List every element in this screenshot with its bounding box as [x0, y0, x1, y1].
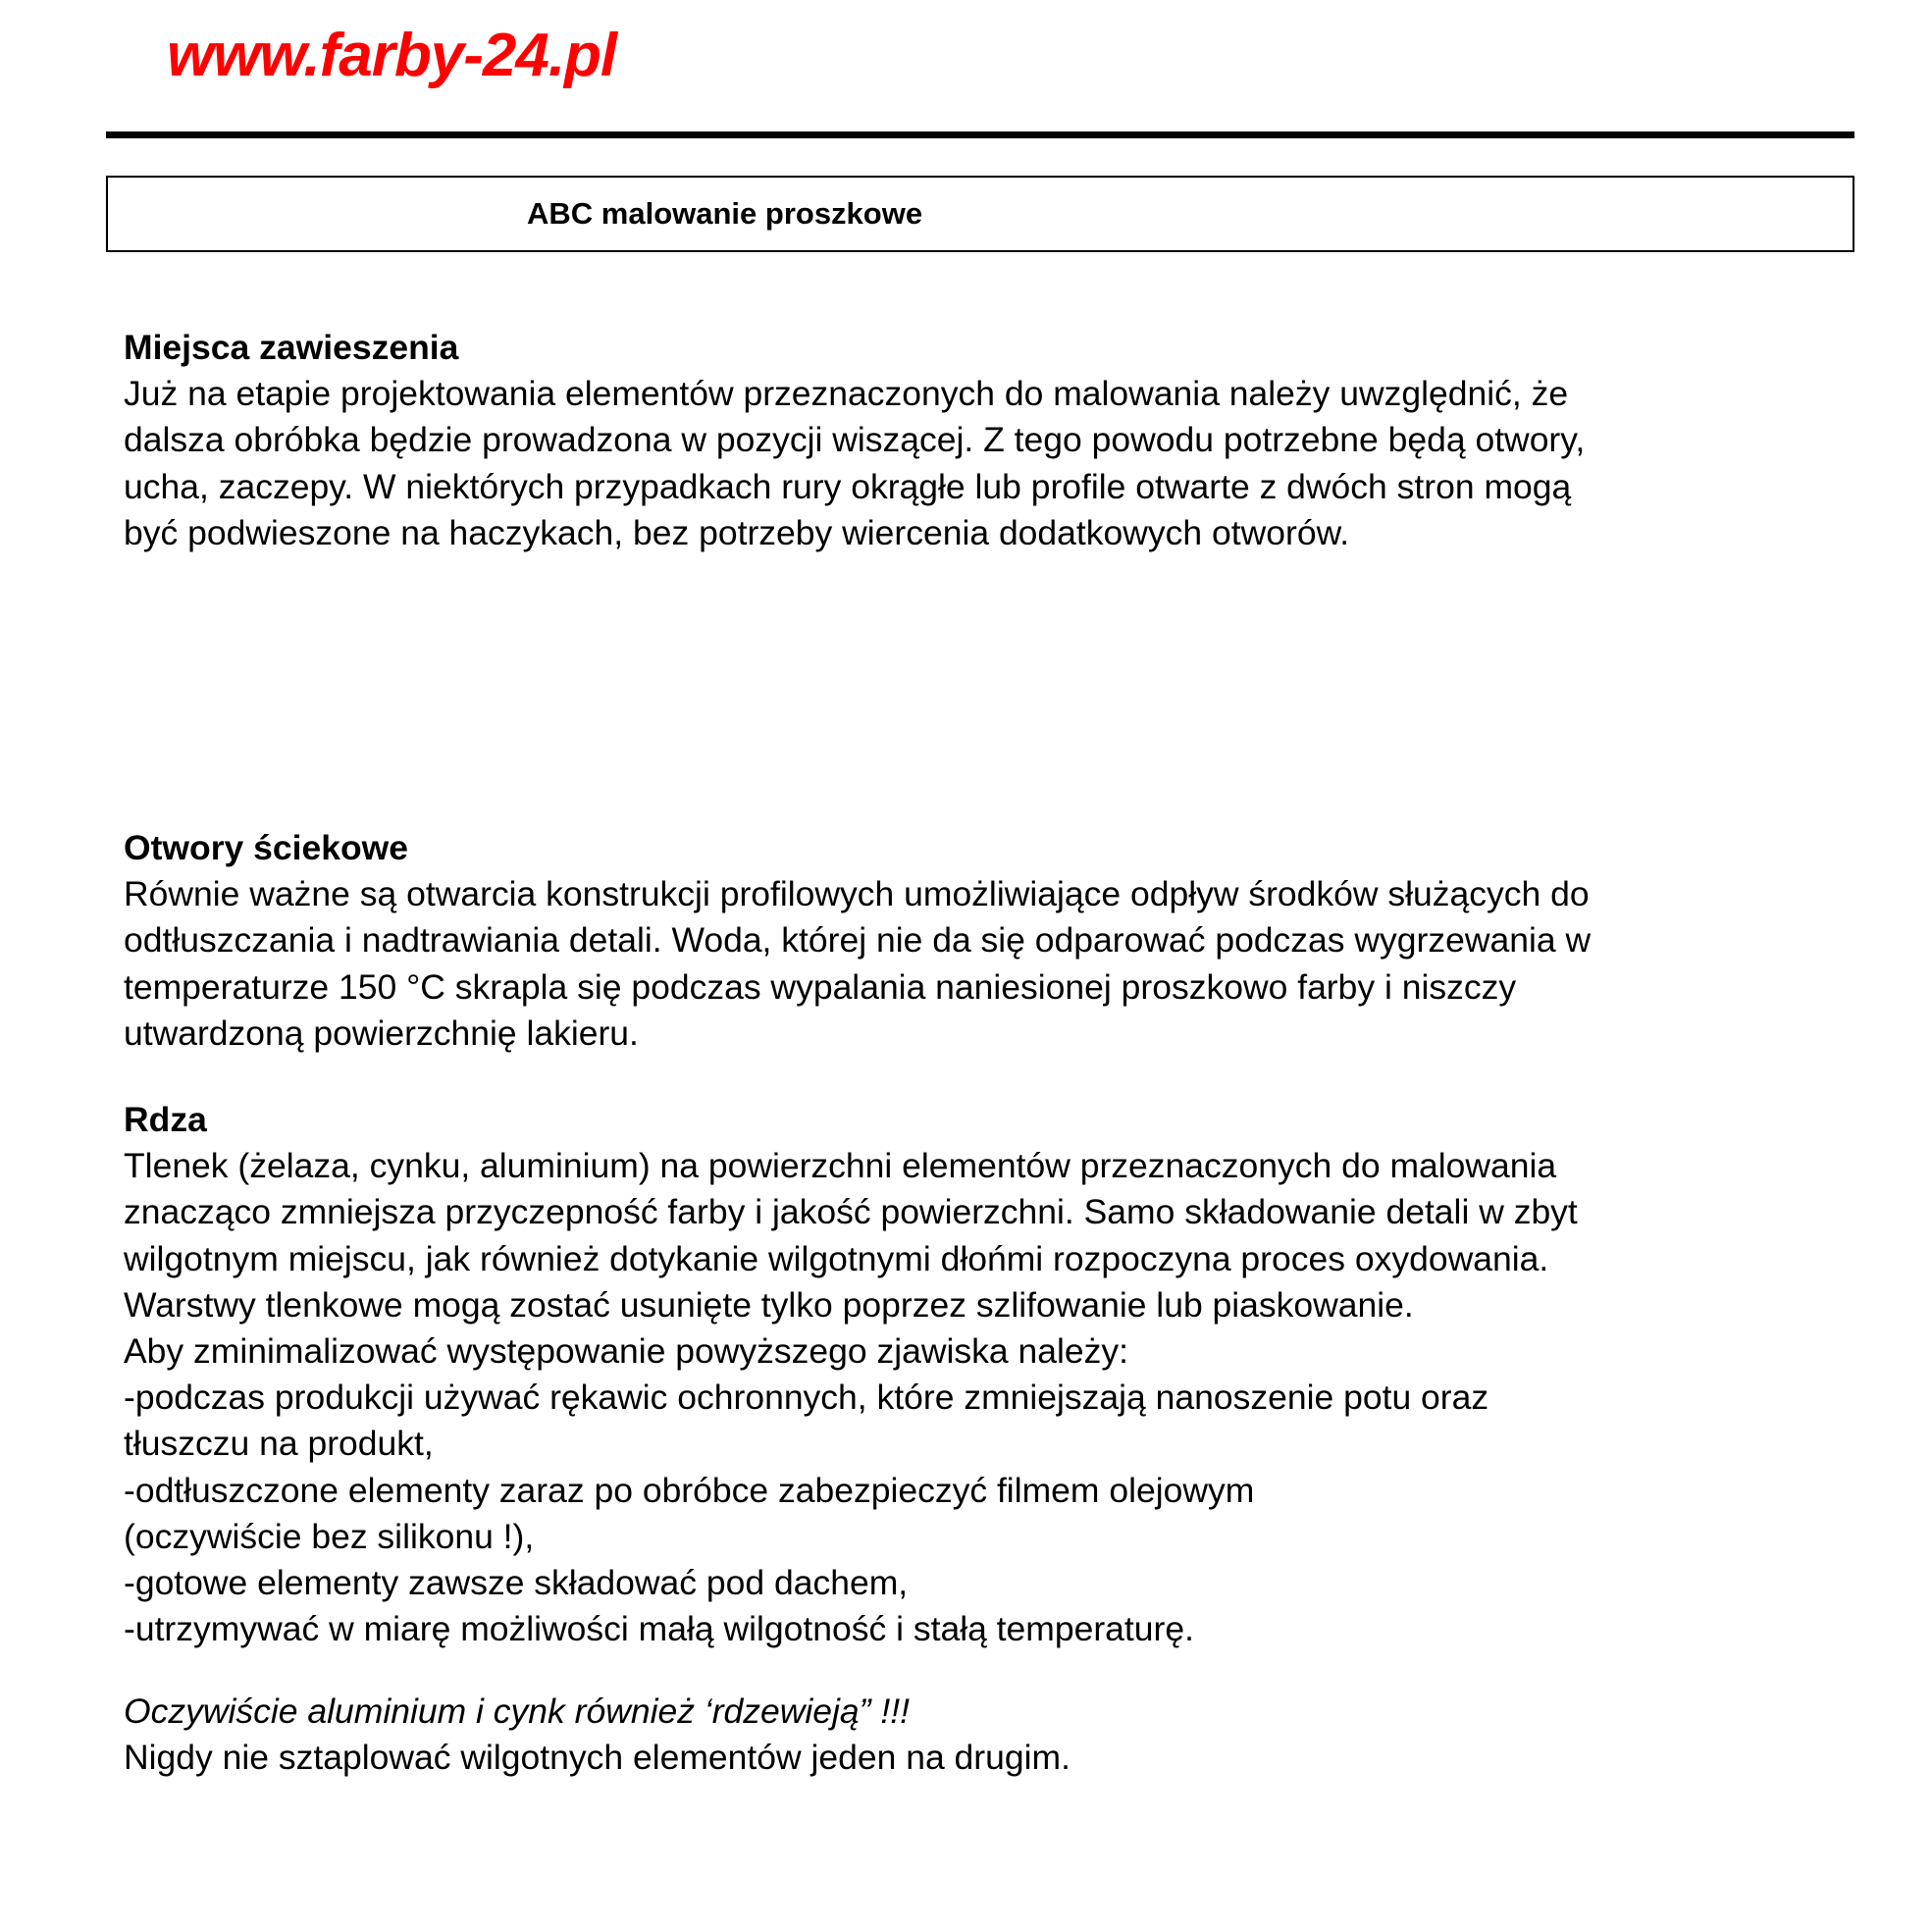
section-miejsca-zawieszenia	[124, 325, 1585, 556]
header-rule	[106, 131, 1854, 138]
section-rdza	[124, 1097, 1578, 1652]
paragraph-line: dalsza obróbka będzie prowadzona w pozycji wiszącej. Z tego powodu potrzebne będą otwory,	[124, 420, 1586, 460]
final-line: Nigdy nie sztaplować wilgotnych elementów jeden na drugim.	[124, 1738, 1070, 1778]
paragraph-line: być podwieszone na haczykach, bez potrzeby wiercenia dodatkowych otworów.	[124, 512, 1350, 552]
paragraph-line: temperaturze 150 °C skrapla się podczas wypalania naniesionej proszkowo farby i niszczy	[124, 966, 1517, 1007]
list-item: -podczas produkcji używać rękawic ochronnych, które zmniejszają nanoszenie potu oraz	[124, 1378, 1489, 1418]
site-logo: www.farby-24.pl	[167, 22, 617, 89]
paragraph-line: wilgotnym miejscu, jak również dotykanie wilgotnymi dłońmi rozpoczyna proces oxydowania.	[124, 1238, 1549, 1278]
paragraph-line: Równie ważne są otwarcia konstrukcji profilowych umożliwiające odpływ środków służących do	[124, 874, 1590, 914]
list-item: -odtłuszczone elementy zaraz po obróbce zabezpieczyć filmem olejowym	[124, 1470, 1255, 1510]
section-heading: Miejsca zawieszenia	[124, 328, 459, 367]
paragraph-line: ucha, zaczepy. W niektórych przypadkach rury okrągłe lub profile otwarte z dwóch stron mogą	[124, 466, 1572, 506]
paragraph-line: odtłuszczania i nadtrawiania detali. Woda, której nie da się odparować podczas wygrzewania w	[124, 920, 1592, 961]
list-item: tłuszczu na produkt,	[124, 1424, 434, 1464]
italic-note: Oczywiście aluminium i cynk również ‘rdzewieją” !!!	[124, 1691, 910, 1731]
list-item: -gotowe elementy zawsze składować pod dachem,	[124, 1563, 909, 1603]
paragraph-line: Aby zminimalizować występowanie powyższego zjawiska należy:	[124, 1331, 1129, 1372]
paragraph-line: utwardzoną powierzchnię lakieru.	[124, 1013, 639, 1053]
section-heading: Otwory ściekowe	[124, 828, 409, 867]
paragraph-line: Tlenek (żelaza, cynku, aluminium) na powierzchni elementów przeznaczonych do malowania	[124, 1146, 1557, 1186]
paragraph-line: Warstwy tlenkowe mogą zostać usunięte tylko poprzez szlifowanie lub piaskowanie.	[124, 1284, 1414, 1325]
paragraph-line: znacząco zmniejsza przyczepność farby i jakość powierzchni. Samo składowanie detali w zbyt	[124, 1192, 1578, 1232]
title-box	[106, 176, 1854, 252]
section-otwory-sciekowe	[124, 825, 1591, 1057]
footer-notes	[124, 1689, 1070, 1781]
list-item: (oczywiście bez silikonu !),	[124, 1516, 535, 1556]
paragraph-line: Już na etapie projektowania elementów przeznaczonych do malowania należy uwzględnić, że	[124, 374, 1569, 414]
document-title: ABC malowanie proszkowe	[527, 196, 923, 231]
section-heading: Rdza	[124, 1100, 207, 1139]
list-item: -utrzymywać w miarę możliwości małą wilgotność i stałą temperaturę.	[124, 1609, 1194, 1649]
